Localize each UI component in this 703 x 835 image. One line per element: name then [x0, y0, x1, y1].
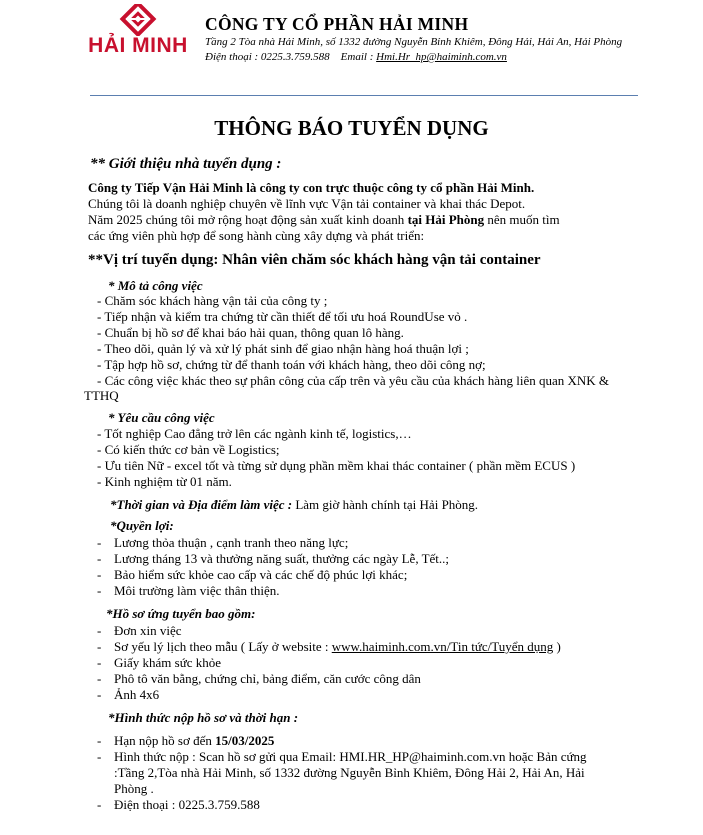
documents-heading: *Hồ sơ ứng tuyển bao gồm: — [106, 606, 256, 621]
job-description-heading: * Mô tả công việc — [108, 278, 203, 293]
benefit-item: - Lương thỏa thuận , cạnh tranh theo năng lực; — [97, 535, 349, 550]
document-item: - Sơ yếu lý lịch theo mẫu ( Lấy ở website : www.haiminh.com.vn/Tin tức/Tuyển dụng ) — [97, 639, 561, 654]
benefit-item: - Lương tháng 13 và thưởng năng suất, thưởng các ngày Lễ, Tết..; — [97, 551, 450, 566]
requirement-item: - Có kiến thức cơ bản về Logistics; — [97, 442, 280, 457]
document-item: - Đơn xin việc — [97, 623, 182, 638]
document-item: - Giấy khám sức khỏe — [97, 655, 222, 670]
submission-method: - Hình thức nộp : Scan hồ sơ gửi qua Email: HMI.HR_HP@haiminh.com.vn hoặc Bản cứng — [97, 749, 587, 764]
company-name: CÔNG TY CỔ PHẦN HẢI MINH — [205, 14, 469, 34]
intro-line-1: Công ty Tiếp Vận Hải Minh là công ty con trực thuộc công ty cổ phần Hải Minh. — [88, 180, 535, 195]
benefits-heading: *Quyền lợi: — [110, 518, 174, 533]
email-link[interactable]: Hmi.Hr_hp@haiminh.com.vn — [376, 51, 507, 63]
work-time-label: *Thời gian và Địa điểm làm việc : — [110, 497, 293, 512]
submission-heading: *Hình thức nộp hồ sơ và thời hạn : — [108, 710, 299, 725]
deadline-date: 15/03/2025 — [215, 733, 275, 748]
benefit-item: - Môi trường làm việc thân thiện. — [97, 583, 280, 598]
requirement-item: - Ưu tiên Nữ - excel tốt và từng sử dụng phần mềm khai thác container ( phần mềm ECUS ) — [97, 458, 576, 473]
requirement-item: - Tốt nghiệp Cao đẳng trở lên các ngành kinh tế, logistics,… — [97, 426, 412, 441]
email-label: Email : — [340, 51, 374, 63]
logo-mark-icon — [88, 4, 188, 36]
job-item: - Tiếp nhận và kiểm tra chứng từ cần thiết để tối ưu hoá RoundUse vỏ . — [97, 309, 468, 324]
document-item: - Phô tô văn bằng, chứng chỉ, bảng điểm, căn cước công dân — [97, 671, 421, 686]
page-title: THÔNG BÁO TUYỂN DỤNG — [214, 116, 489, 140]
benefit-item: - Bảo hiểm sức khỏe cao cấp và các chế độ phúc lợi khác; — [97, 567, 408, 582]
job-item: - Chuẩn bị hồ sơ để khai báo hải quan, thông quan lô hàng. — [97, 325, 404, 340]
company-contact — [205, 51, 507, 63]
intro-line-2: Chúng tôi là doanh nghiệp chuyên về lĩnh vực Vận tải container và khai thác Depot. — [88, 196, 526, 211]
position-title: **Vị trí tuyển dụng: Nhân viên chăm sóc khách hàng vận tải container — [88, 252, 541, 268]
requirement-item: - Kinh nghiệm từ 01 năm. — [97, 474, 232, 489]
header-divider — [90, 95, 638, 96]
deadline-item: - Hạn nộp hồ sơ đến 15/03/2025 — [97, 733, 275, 748]
job-item: - Chăm sóc khách hàng vận tải của công ty ; — [97, 293, 328, 308]
phone-label: Điện thoại : 0225.3.759.588 — [205, 51, 330, 63]
submission-method-line-2: :Tầng 2,Tòa nhà Hải Minh, số 1332 đường Nguyễn Bỉnh Khiêm, Đông Hải 2, Hải An, Hải — [114, 765, 585, 780]
intro-line-4: các ứng viên phù hợp để song hành cùng xây dựng và phát triển: — [88, 228, 425, 243]
submission-method-line-3: Phòng . — [114, 781, 154, 796]
job-item: - Theo dõi, quản lý và xử lý phát sinh để giao nhận hàng hoá thuận lợi ; — [97, 341, 469, 356]
intro-line-3-location: tại Hải Phòng — [407, 212, 485, 227]
job-item: - Tập hợp hồ sơ, chứng từ để thanh toán với khách hàng, theo dõi công nợ; — [97, 357, 486, 372]
company-address: Tầng 2 Tòa nhà Hải Minh, số 1332 đường Nguyễn Bỉnh Khiêm, Đông Hải, Hải An, Hải Phòng — [205, 36, 623, 48]
work-time-value: Làm giờ hành chính tại Hải Phòng. — [295, 497, 479, 512]
requirements-heading: * Yêu cầu công việc — [108, 410, 215, 425]
work-time — [110, 497, 478, 513]
intro-line-3-c: nên muốn tìm — [487, 212, 560, 227]
submission-phone: - Điện thoại : 0225.3.759.588 — [97, 797, 260, 812]
job-item: - Các công việc khác theo sự phân công của cấp trên và yêu cầu của khách hàng liên quan XNK & — [97, 373, 610, 388]
logo-text: HẢI MINH — [88, 34, 188, 57]
website-link[interactable]: www.haiminh.com.vn/Tin tức/Tuyển dụng — [331, 639, 554, 654]
intro-line-3 — [88, 212, 560, 228]
intro-line-3-a: Năm 2025 chúng tôi mở rộng hoạt động sản xuất kinh doanh — [88, 212, 405, 227]
job-item-continued: TTHQ — [84, 388, 119, 403]
document-item: - Ảnh 4x6 — [97, 687, 160, 702]
intro-heading: ** Giới thiệu nhà tuyển dụng : — [90, 156, 282, 172]
company-logo — [88, 4, 188, 59]
